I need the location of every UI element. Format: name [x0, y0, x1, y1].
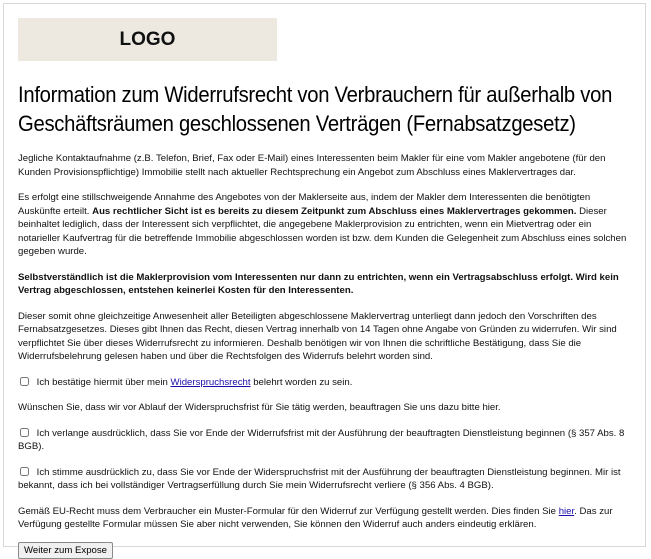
agree-label: Ich stimme ausdrücklich zu, dass Sie vor Ende der Widerspruchsfrist mit der Ausführung der beauftragten Dienstleistung beginnen. Mir ist bekannt, dass ich bei vollständiger Vertragserfüllung durch Sie mein Widerrufsrecht verliere (§ 356 Abs. 4 BGB). — [18, 466, 621, 491]
early-start-paragraph: Wünschen Sie, dass wir vor Ablauf der Widerspruchsfrist für Sie tätig werden, beauftragen Sie uns dazu bitte hier. — [18, 402, 501, 413]
confirm-label-end: belehrt worden zu sein. — [253, 376, 353, 388]
logo-text: LOGO — [119, 28, 176, 50]
confirm-checkbox[interactable] — [20, 377, 29, 386]
confirm-row — [18, 376, 630, 390]
main-content — [18, 152, 630, 559]
acceptance-text-start: Es erfolgt eine stillschweigende Annahme des Angebotes von der Maklerseite aus, indem der Makler dem Interessenten die benötigten Auskünfte erteilt. — [18, 192, 591, 217]
eu-form-text-end: . Das zur Verfügung gestellte Formular müssen Sie aber nicht verwenden, Sie können den Widerruf auch anders eindeutig erklären. — [18, 505, 613, 530]
acceptance-paragraph — [18, 191, 630, 259]
continue-to-expose-button[interactable]: Weiter zum Expose — [18, 542, 113, 559]
acceptance-text-end: Dieser beinhaltet lediglich, dass der Interessent sich verpflichtet, die angegebene Maklerprovision zu entrichten, wenn ein Mietvertrag oder ein notarieller Kaufvertrag für die betreffende Immobilie abgeschlossen worden ist bzw. dem Kunden die Gelegenheit zum Abschluss eines solchen gegeben wurde. — [18, 205, 627, 257]
request-checkbox[interactable] — [20, 428, 29, 437]
commission-paragraph — [18, 271, 630, 298]
eu-form-text-start: Gemäß EU-Recht muss dem Verbraucher ein Muster-Formular für den Widerruf zur Verfügung gestellt werden. Dies finden Sie — [18, 505, 557, 517]
commission-text-bold: Selbstverständlich ist die Maklerprovision vom Interessenten nur dann zu entrichten, wenn ein Vertragsabschluss erfolgt. Wird kein Vertrag abgeschlossen, entstehen keinerlei Kosten für den Interessenten. — [18, 271, 619, 296]
page-title: Information zum Widerrufsrecht von Verbrauchern für außerhalb von Geschäftsräumen geschlossenen Verträgen (Fernabsatzgesetz) — [18, 82, 613, 136]
logo — [18, 18, 277, 61]
request-row — [18, 427, 630, 454]
agree-row — [18, 466, 630, 493]
eu-form-paragraph — [18, 505, 630, 532]
confirm-label-start: Ich bestätige hiermit über mein — [36, 376, 168, 388]
agree-checkbox[interactable] — [20, 467, 29, 476]
widerspruchsrecht-link[interactable]: Widerspruchsrecht — [170, 376, 251, 388]
withdrawal-info-paragraph: Dieser somit ohne gleichzeitige Anwesenheit aller Beteiligten abgeschlossene Maklervertrag unterliegt dann jedoch den Vorschriften des Fernabsatzgesetzes. Dieses gibt Ihnen das Recht, diesen Vertrag innerhalb von 14 Tagen ohne Angabe von Gründen zu widerrufen. Wir sind verpflichtet Sie über dieses Widerrufsrecht zu informieren. Deshalb benötigen wir von Ihnen die schriftliche Bestätigung, dass Sie die Widerrufsbelehrung gelesen haben und über die Rechtsfolgen des Widerrufs belehrt worden sind. — [18, 310, 617, 362]
acceptance-text-bold: Aus rechtlicher Sicht ist es bereits zu diesem Zeitpunkt zum Abschluss eines Maklervertrages gekommen. — [92, 205, 577, 217]
request-label: Ich verlange ausdrücklich, dass Sie vor Ende der Widerrufsfrist mit der Ausführung der beauftragten Dienstleistung beginnen (§ 357 Abs. 8 BGB). — [18, 427, 625, 452]
form-here-link[interactable]: hier — [558, 505, 575, 517]
intro-paragraph: Jegliche Kontaktaufnahme (z.B. Telefon, Brief, Fax oder E-Mail) eines Interessenten beim Makler für eine vom Makler angebotene (für den Kunden Provisionspflichtige) Immobilie stellt nach aktueller Rechtsprechung ein Angebot zum Abschluss eines Maklervertrages dar. — [18, 153, 606, 178]
